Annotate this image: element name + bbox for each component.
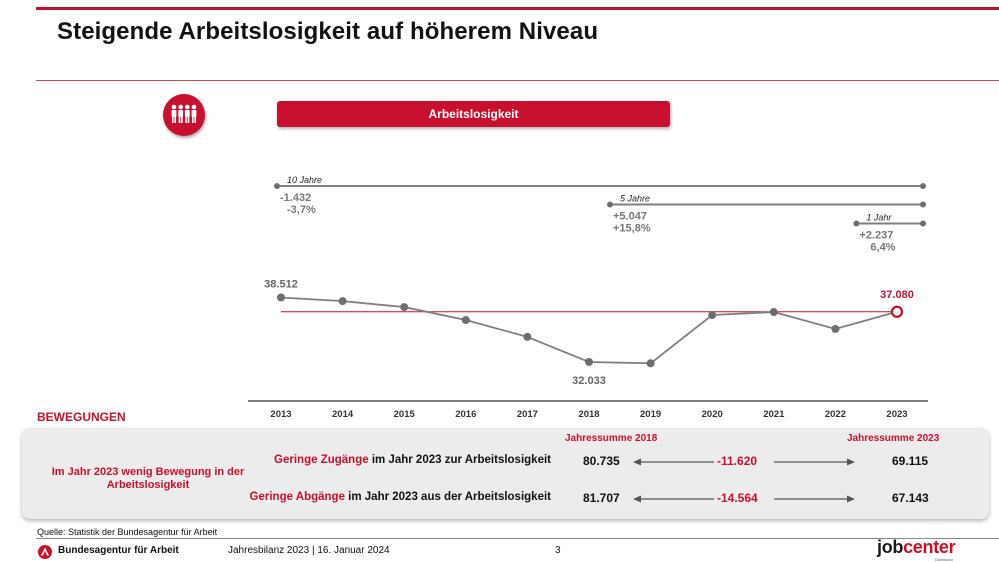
arrow-left-icon [633,494,715,504]
abgaenge-2018-value: 81.707 [583,491,620,505]
comparison-start-0 [274,183,280,189]
comparison-label-1: 5 Jahre [620,193,651,204]
abgaenge-2023-value: 67.143 [892,491,929,505]
row-abgaenge-highlight: Geringe Abgänge [249,491,345,503]
footer-divider [36,538,999,539]
arrow-left-icon [633,457,715,467]
zugaenge-diff-value: -11.620 [717,454,758,468]
comparison-label-2: 1 Jahr [866,212,892,223]
arrow-right-icon [773,457,855,467]
comparison-pct-0: -3,7% [287,204,316,216]
x-tick-2019: 2019 [640,409,662,420]
comparison-end-1 [920,202,926,208]
data-point-2022 [831,325,839,333]
value-label-2023: 37.080 [880,288,914,301]
jobcenter-logo-center: center [903,537,956,557]
data-point-2021 [770,308,778,316]
zugaenge-2023-value: 69.115 [892,454,929,468]
page-title: Steigende Arbeitslosigkeit auf höherem Niveau [57,18,599,45]
movements-message: Im Jahr 2023 wenig Bewegung in der Arbeitslosigkeit [51,466,245,491]
comparison-pct-2: 6,4% [870,241,896,254]
comparison-start-2 [853,221,859,227]
value-label-2013: 38.512 [264,278,298,291]
ba-logo-icon [37,545,53,559]
jobcenter-logo [877,537,955,558]
comparison-abs-2: +2.237 [859,229,894,242]
data-point-2014 [339,297,347,305]
comparison-label-0: 10 Jahre [287,175,323,185]
x-tick-2017: 2017 [516,409,538,420]
value-label-2018: 32.033 [572,374,606,387]
x-tick-2023: 2023 [886,409,908,420]
jobcenter-logo-job: job [877,537,904,557]
comparison-abs-1: +5.047 [613,210,647,223]
data-point-2023 [892,307,902,317]
sum-2018-header: Jahressumme 2018 [565,433,658,444]
movements-panel [22,428,989,519]
data-point-2016 [462,316,470,324]
x-tick-2022: 2022 [824,409,846,420]
series-line [281,298,897,364]
data-point-2018 [585,358,593,366]
comparison-pct-1: +15,8% [613,222,651,235]
sum-2023-header: Jahressumme 2023 [847,433,940,444]
comparison-end-0 [920,183,926,189]
x-tick-2013: 2013 [270,409,292,420]
row-zugaenge-label [274,454,551,466]
zugaenge-2018-value: 80.735 [583,454,620,468]
movements-heading: BEWEGUNGEN [37,410,126,424]
x-tick-2014: 2014 [332,409,354,420]
jobcenter-location: Dortmund [935,557,953,562]
x-tick-2016: 2016 [455,409,477,420]
row-zugaenge-text: im Jahr 2023 zur Arbeitslosigkeit [368,454,551,466]
data-point-2013 [277,294,285,302]
comparison-start-1 [607,202,613,208]
arrow-right-icon [773,494,855,504]
data-point-2020 [708,311,716,319]
comparison-abs-0: -1.432 [280,192,312,204]
row-zugaenge-highlight: Geringe Zugänge [274,454,369,466]
page-number: 3 [555,545,561,556]
x-tick-2020: 2020 [701,409,723,420]
row-abgaenge-label [250,491,551,503]
source-note: Quelle: Statistik der Bundesagentur für Arbeit [37,527,218,537]
x-tick-2018: 2018 [578,409,600,420]
data-point-2017 [523,333,531,341]
data-point-2019 [647,359,655,367]
x-tick-2021: 2021 [763,409,785,420]
topic-banner: Arbeitslosigkeit [277,101,670,127]
x-tick-2015: 2015 [393,409,415,420]
abgaenge-diff-value: -14.564 [717,491,758,505]
ba-org-name: Bundesagentur für Arbeit [58,545,179,556]
comparison-end-2 [920,221,926,227]
footer-info: Jahresbilanz 2023 | 16. Januar 2024 [228,545,390,556]
row-abgaenge-text: im Jahr 2023 aus der Arbeitslosigkeit [344,491,551,503]
data-point-2015 [400,303,408,311]
